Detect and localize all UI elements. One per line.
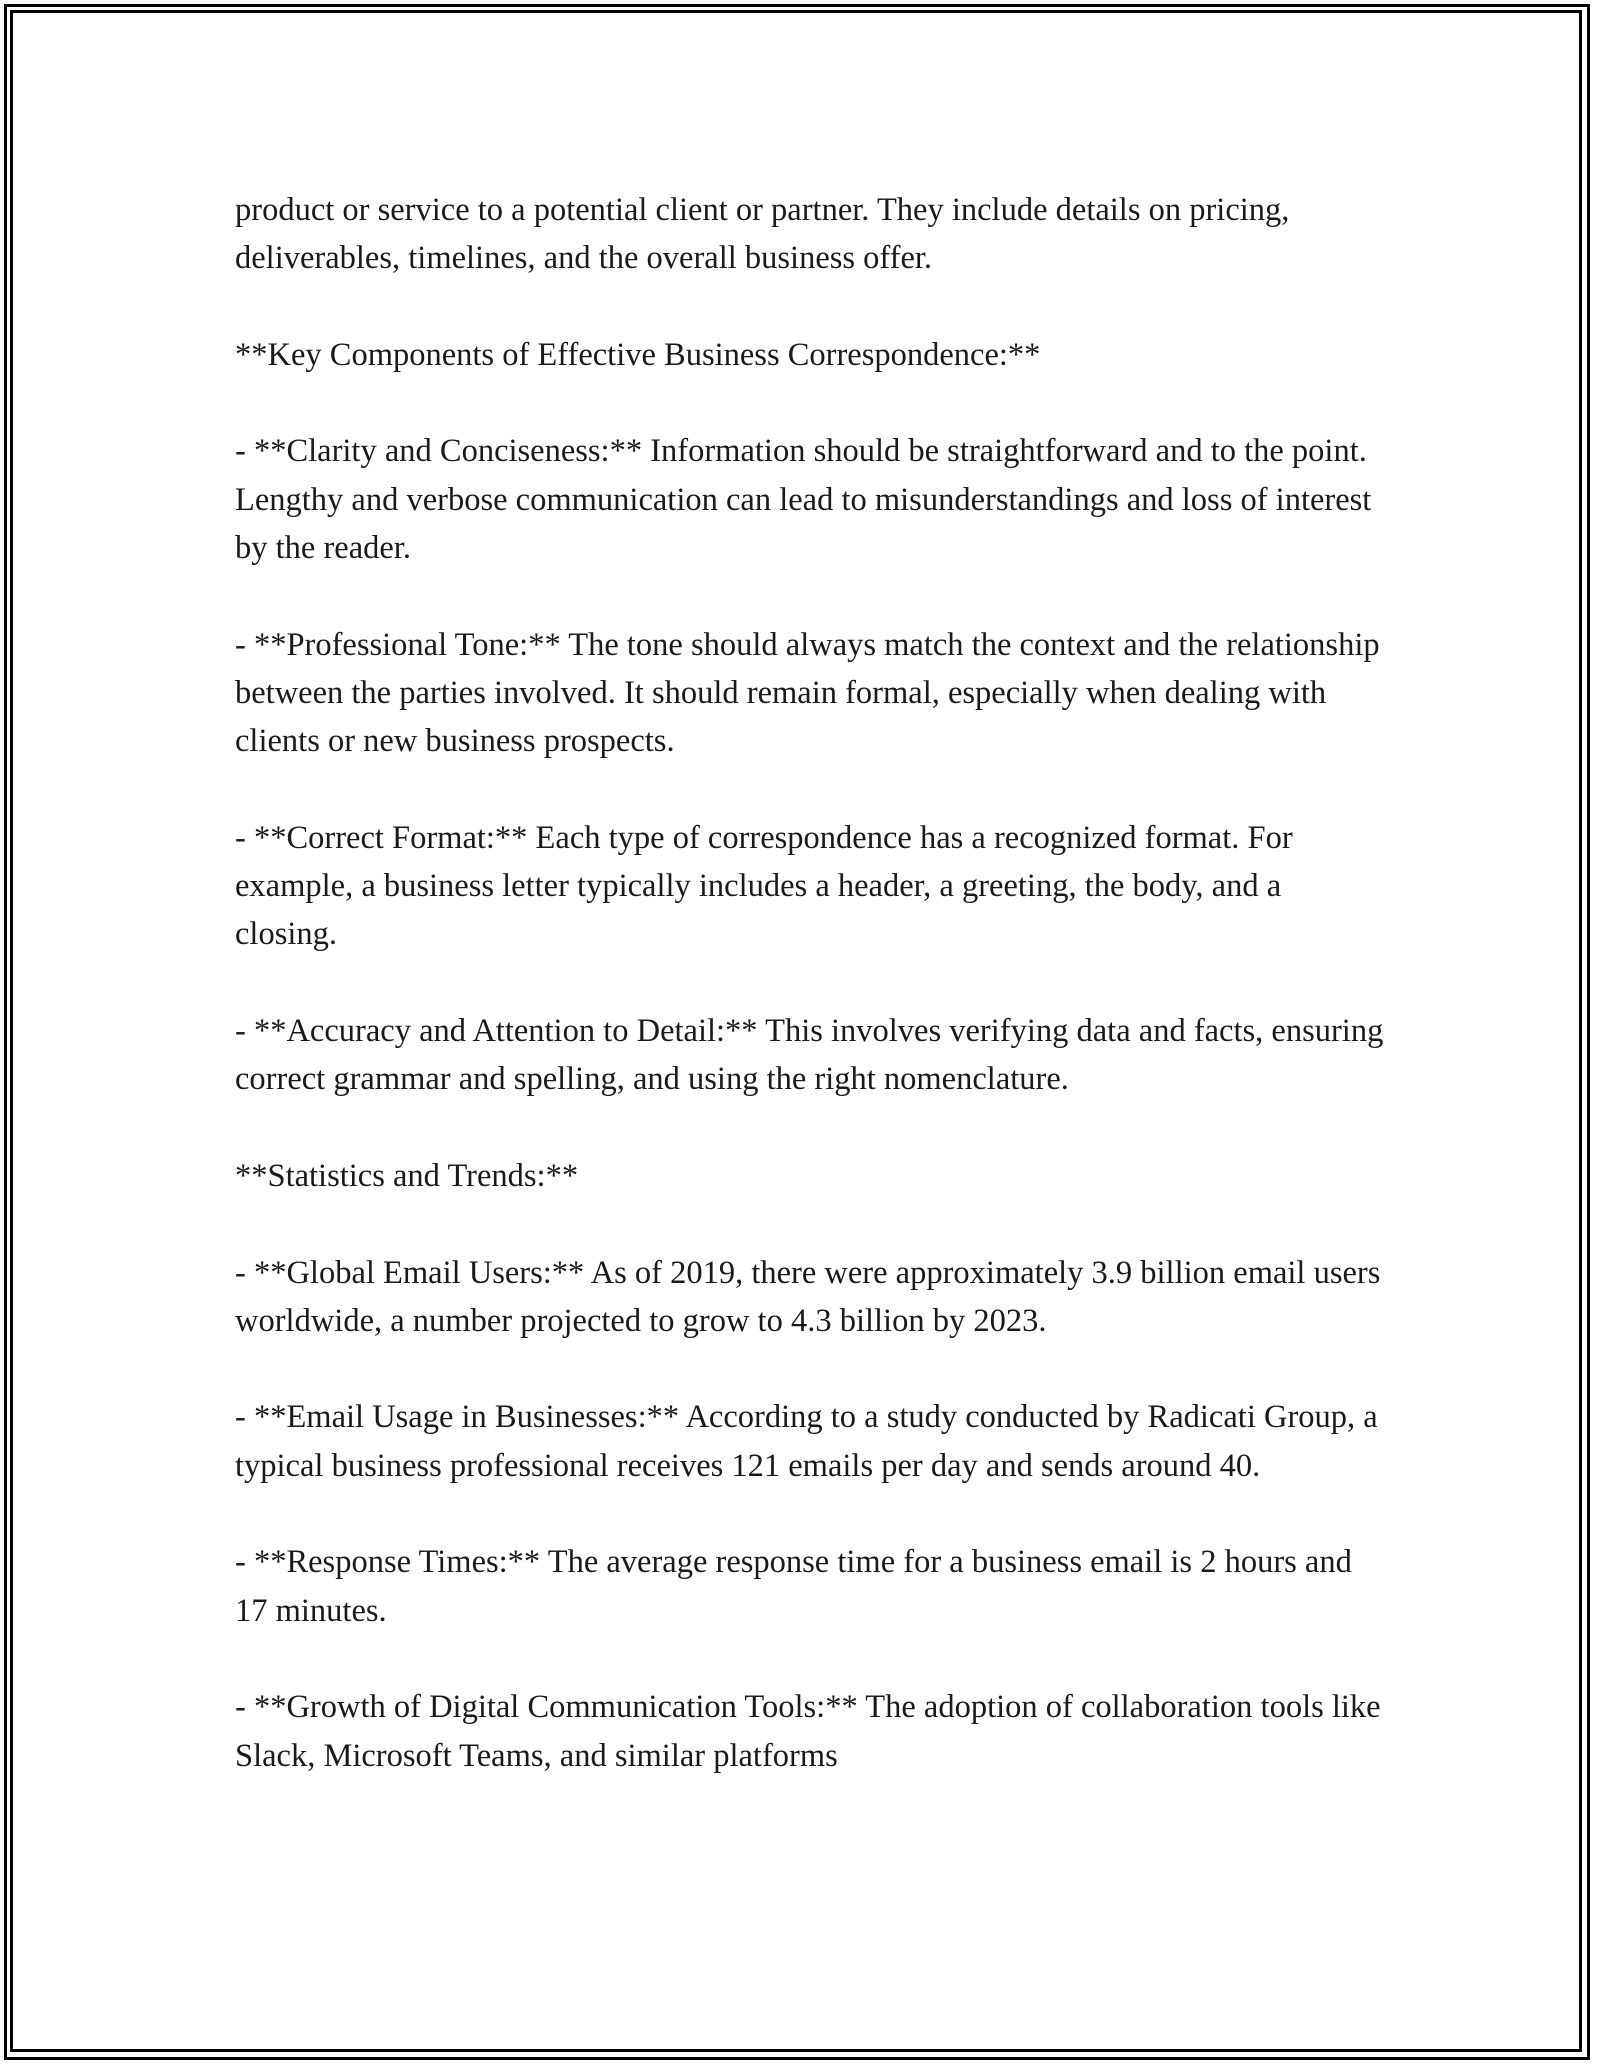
bullet-global-email-users: - **Global Email Users:** As of 2019, there were approximately 3.9 billion email users worldwide, a number projected to grow to 4.3 billion by 2023. bbox=[235, 1254, 1381, 1339]
heading-statistics: **Statistics and Trends:** bbox=[235, 1157, 579, 1194]
bullet-response-times: - **Response Times:** The average response time for a business email is 2 hours and 17 minutes. bbox=[235, 1544, 1352, 1629]
bullet-accuracy: - **Accuracy and Attention to Detail:** This involves verifying data and facts, ensuring correct grammar and spelling, and using the right nomenclature. bbox=[235, 1013, 1384, 1098]
bullet-professional-tone: - **Professional Tone:** The tone should always match the context and the relationship between the parties involved. It should remain formal, especially when dealing with clients or new business prospects. bbox=[235, 626, 1380, 760]
bullet-clarity: - **Clarity and Conciseness:** Information should be straightforward and to the point. Lengthy and verbose communication can lead to misunderstandings and loss of interest by the reader. bbox=[235, 433, 1372, 567]
document-body bbox=[235, 186, 1385, 1828]
paragraph-intro-continuation: product or service to a potential client or partner. They include details on pricing, deliverables, timelines, and the overall business offer. bbox=[235, 192, 1290, 277]
bullet-correct-format: - **Correct Format:** Each type of correspondence has a recognized format. For example, a business letter typically includes a header, a greeting, the body, and a closing. bbox=[235, 819, 1293, 953]
bullet-digital-tools: - **Growth of Digital Communication Tools:** The adoption of collaboration tools like Slack, Microsoft Teams, and similar platforms bbox=[235, 1689, 1381, 1774]
heading-key-components: **Key Components of Effective Business Correspondence:** bbox=[235, 336, 1041, 373]
bullet-email-usage: - **Email Usage in Businesses:** According to a study conducted by Radicati Group, a typical business professional receives 121 emails per day and sends around 40. bbox=[235, 1399, 1378, 1484]
